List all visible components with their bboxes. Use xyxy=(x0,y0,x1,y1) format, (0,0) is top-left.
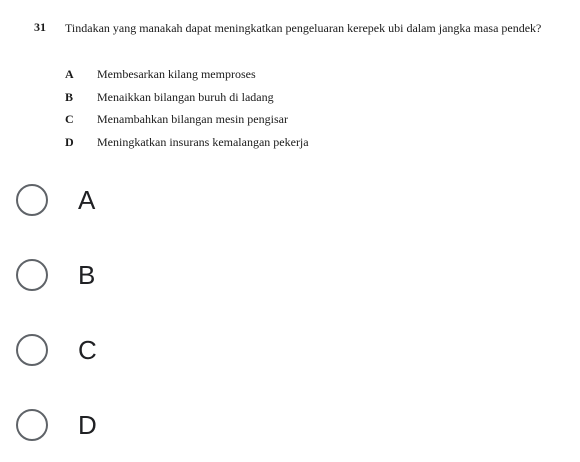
answer-choice-d[interactable] xyxy=(16,407,156,447)
question-image xyxy=(0,0,580,160)
choice-label: B xyxy=(78,260,96,290)
option-letter: A xyxy=(65,67,74,81)
question-text: Tindakan yang manakah dapat meningkatkan pengeluaran kerepek ubi dalam jangka masa pendek? xyxy=(65,21,542,35)
option-letter: B xyxy=(65,90,74,104)
radio-button[interactable] xyxy=(16,409,48,441)
question-number: 31 xyxy=(34,20,46,34)
choice-label: C xyxy=(78,335,97,365)
option-letter: C xyxy=(65,112,74,126)
choice-label: A xyxy=(78,185,96,215)
choice-label: D xyxy=(78,410,97,440)
radio-button[interactable] xyxy=(16,259,48,291)
option-text: Membesarkan kilang memproses xyxy=(97,67,256,81)
option-text: Meningkatkan insurans kemalangan pekerja xyxy=(97,135,309,149)
answer-choice-a[interactable] xyxy=(16,182,156,222)
option-letter: D xyxy=(65,135,74,149)
radio-button[interactable] xyxy=(16,334,48,366)
option-text: Menambahkan bilangan mesin pengisar xyxy=(97,112,288,126)
answer-choice-b[interactable] xyxy=(16,257,156,297)
radio-button[interactable] xyxy=(16,184,48,216)
answer-choice-c[interactable] xyxy=(16,332,156,372)
option-text: Menaikkan bilangan buruh di ladang xyxy=(97,90,274,104)
